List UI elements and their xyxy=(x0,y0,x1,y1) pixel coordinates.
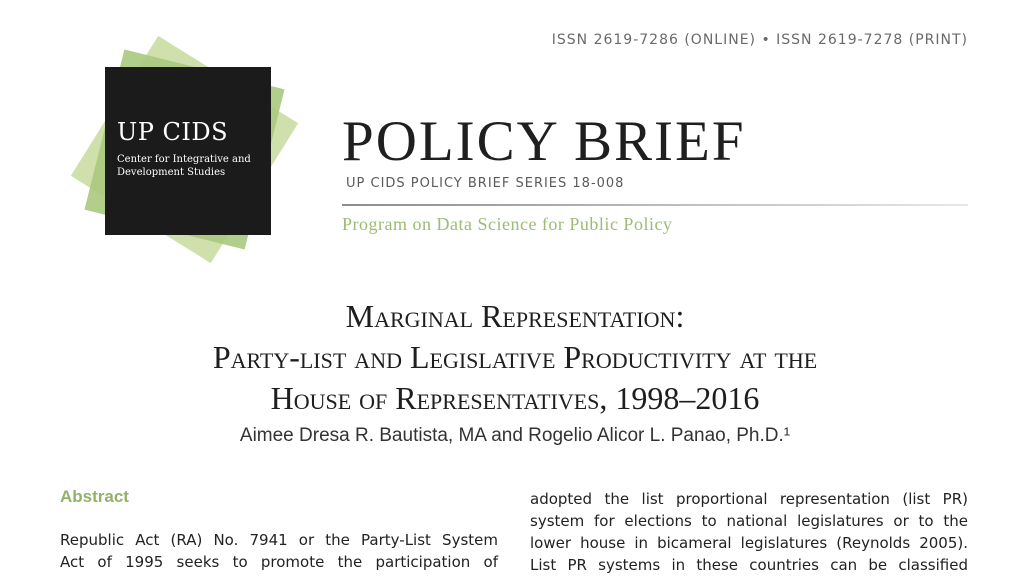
header-divider xyxy=(342,204,968,206)
text-line: Republic Act (RA) No. 7941 or the Party-List System xyxy=(60,531,498,549)
text-line: lower house in bicameral legislatures (Reynolds 2005). xyxy=(530,534,968,552)
logo-black-square xyxy=(105,67,271,235)
text-line: Act of 1995 seeks to promote the participation of xyxy=(60,553,498,571)
program-name: Program on Data Science for Public Policy xyxy=(342,214,673,234)
logo-subtitle xyxy=(117,153,277,179)
logo-name: UP CIDS xyxy=(117,118,229,146)
text-line: system for elections to national legislatures or to the xyxy=(530,512,968,530)
policy-brief-title: POLICY BRIEF xyxy=(342,110,746,173)
abstract-left-column xyxy=(60,529,498,573)
issn-line: ISSN 2619-7286 (ONLINE) • ISSN 2619-7278 (PRINT) xyxy=(551,32,968,48)
series-number: UP CIDS POLICY BRIEF SERIES 18-008 xyxy=(346,176,625,191)
up-cids-logo xyxy=(70,32,310,272)
abstract-right-column xyxy=(530,488,968,576)
abstract-heading: Abstract xyxy=(60,487,129,506)
document-title xyxy=(60,296,970,419)
text-line: List PR systems in these countries can be classified xyxy=(530,556,968,574)
logo-subtitle-line-1: Center for Integrative and xyxy=(117,154,251,165)
title-line-3: House of Representatives, 1998–2016 xyxy=(270,380,760,416)
title-line-2: Party-list and Legislative Productivity at the xyxy=(212,339,818,375)
authors: Aimee Dresa R. Bautista, MA and Rogelio Alicor L. Panao, Ph.D.¹ xyxy=(239,425,791,446)
text-line: adopted the list proportional representation (list PR) xyxy=(530,490,968,508)
title-line-1: Marginal Representation: xyxy=(345,298,685,334)
logo-subtitle-line-2: Development Studies xyxy=(117,167,226,178)
